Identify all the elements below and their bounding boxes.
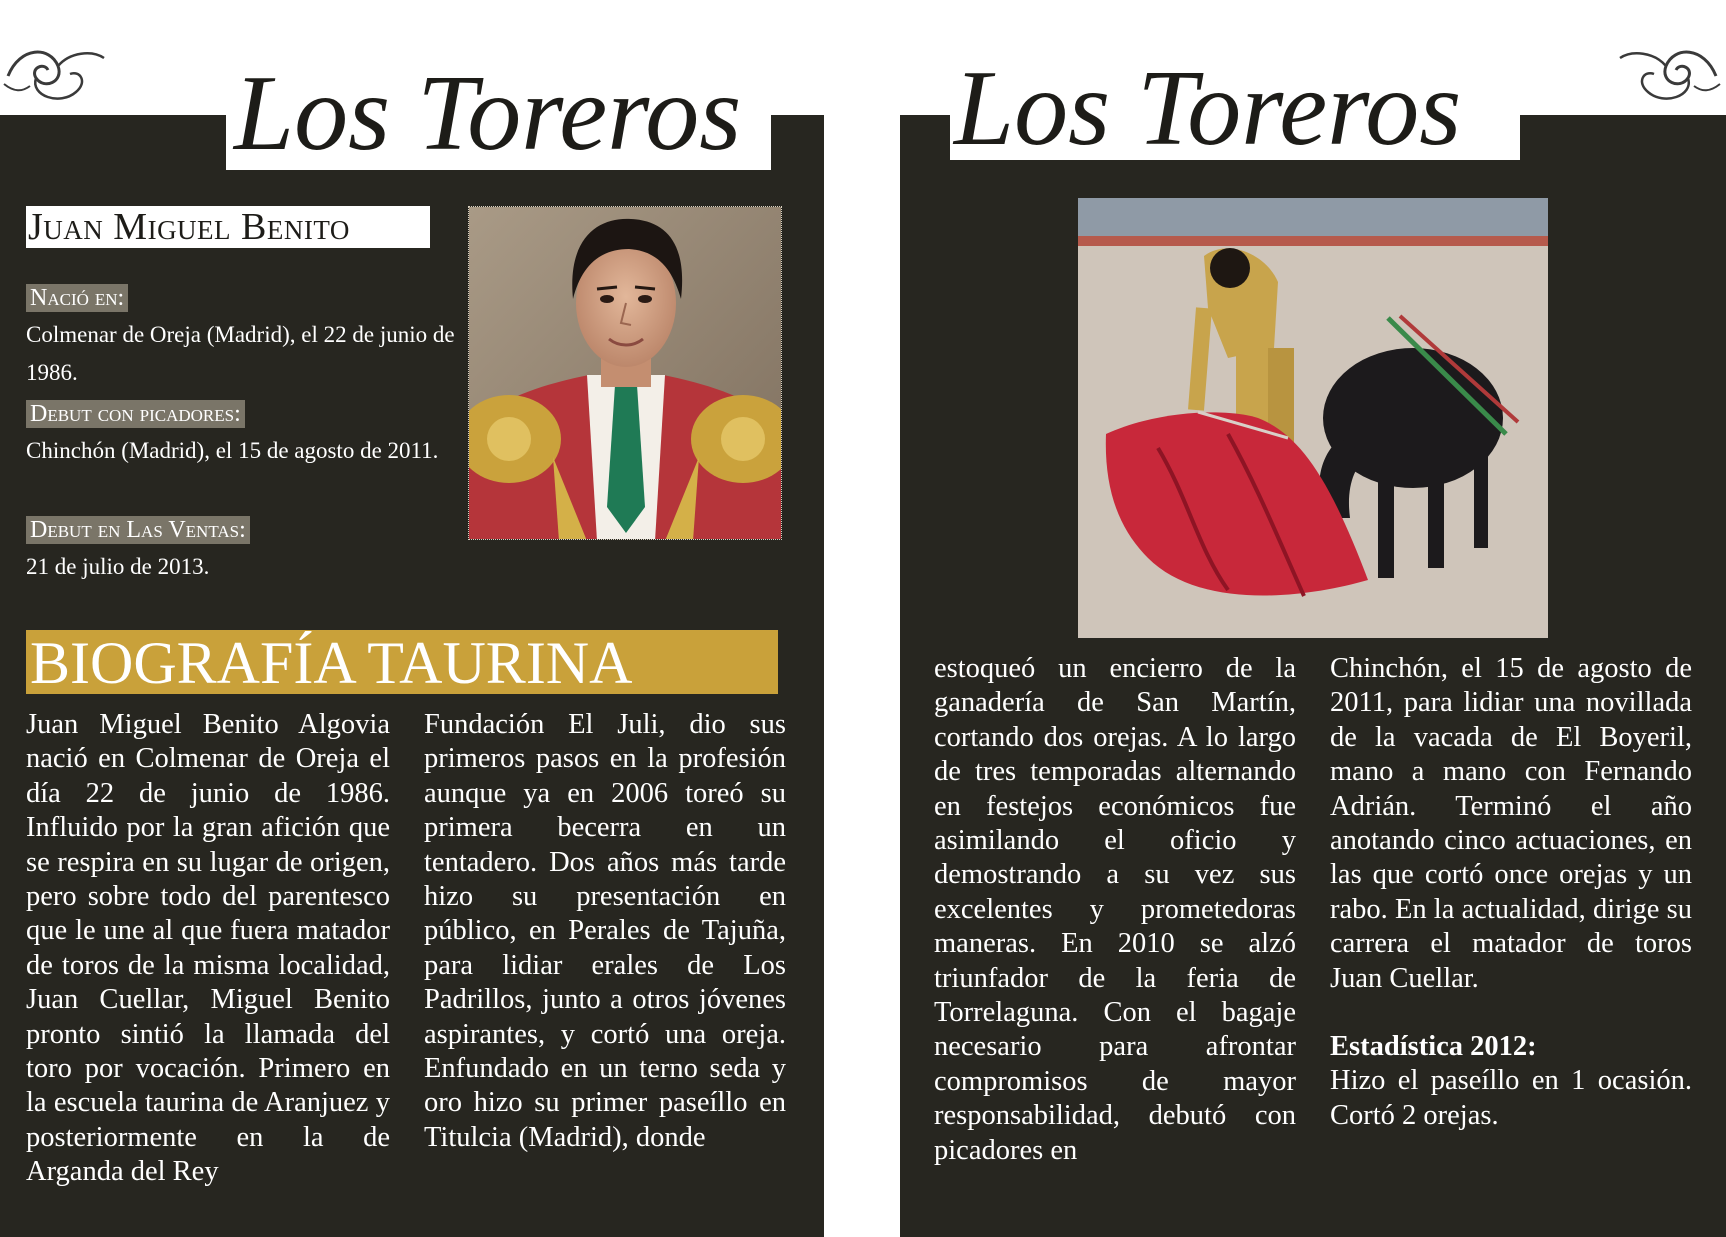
left-page-title: Los Toreros (226, 60, 771, 170)
stats-heading: Estadística 2012: (1330, 1031, 1537, 1063)
biography-column-2 (424, 708, 786, 1155)
picadores-debut-value: Chinchón (Madrid), el 15 de agosto de 2011. (26, 438, 439, 463)
birth-value: Colmenar de Oreja (Madrid), el 22 de junio de 1986. (26, 322, 455, 385)
biography-column-1 (26, 708, 390, 1190)
corner-flourish-left (0, 36, 110, 108)
right-page-title: Los Toreros (950, 55, 1520, 160)
bullfight-photo (1078, 198, 1548, 638)
biography-text-3: estoqueó un encierro de la ganadería de San Martín, cortando dos orejas. A lo largo de tres temporadas alternando en festejos económicos fue asimilando el oficio y demostrando a su vez sus excelentes y prometedoras maneras. En 2010 se alzó triunfador de la feria de Torrelaguna. Con el bagaje necesario para afrontar compromisos de mayor responsabilidad, debutó con picadores en (934, 653, 1296, 1166)
biography-column-4 (1330, 652, 1692, 1133)
biography-heading: BIOGRAFÍA TAURINA (26, 630, 778, 694)
biography-text-4: Chinchón, el 15 de agosto de 2011, para lidiar una novillada de la vacada de El Boyeril, mano a mano con Fernando Adrián. Terminó el año anotando cinco actuaciones, en las que cortó once orejas y un rabo. En la actualidad, dirige su carrera el matador de toros Juan Cuellar. (1330, 653, 1692, 994)
corner-flourish-right (1614, 36, 1724, 108)
ventas-debut-value: 21 de julio de 2013. (26, 554, 210, 579)
stats-text: Hizo el paseíllo en 1 ocasión. Cortó 2 orejas. (1330, 1065, 1692, 1131)
birth-label: Nació en: (26, 284, 128, 312)
picadores-debut-label: Debut con picadores: (26, 400, 245, 428)
torero-name: Juan Miguel Benito (26, 206, 430, 248)
torero-portrait (468, 206, 782, 540)
biography-column-3 (934, 652, 1296, 1168)
biography-text-1: Juan Miguel Benito Algovia nació en Colmenar de Oreja el día 22 de junio de 1986. Influido por la gran afición que se respira en su lugar de origen, pero sobre todo del parentesco que le une al que fuera matador de toros de la misma localidad, Juan Cuellar, Miguel Benito pronto sintió la llamada del toro por vocación. Primero en la escuela taurina de Aranjuez y posteriormente en la de Arganda del Rey (26, 709, 390, 1188)
biography-text-2: Fundación El Juli, dio sus primeros pasos en la profesión aunque ya en 2006 toreó su primera becerra en un tentadero. Dos años más tarde hizo su presentación en público, en Perales de Tajuña, para lidiar erales de Los Padrillos, junto a otros jóvenes aspirantes, y cortó una oreja. Enfundado en un terno seda y oro hizo su primer paseíllo en Titulcia (Madrid), donde (424, 709, 786, 1153)
ventas-debut-label: Debut en Las Ventas: (26, 516, 250, 544)
